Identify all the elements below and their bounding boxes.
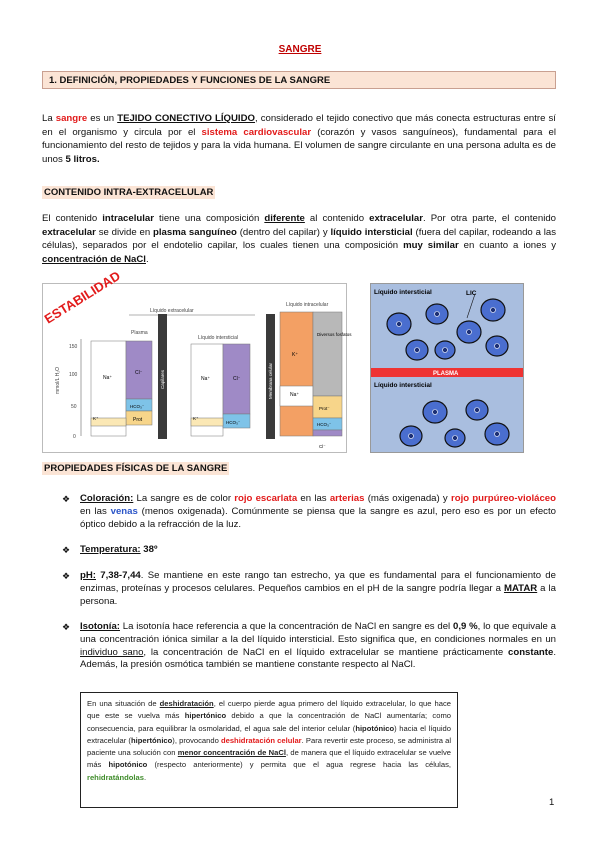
prot-label-1: Prot	[133, 417, 143, 423]
k-label-1: K⁺	[93, 416, 99, 421]
page-number: 1	[549, 797, 555, 808]
liquido-intersticial-bottom-label: Líquido intersticial	[374, 382, 432, 389]
cl-label-2: Cl⁻	[233, 376, 241, 382]
bullet-coloracion: Coloración: La sangre es de color rojo escarlata en las arterias (más oxigenada) y rojo purpúreo-violáceo en las venas (menos oxigenada). Comúnmente se piensa que la sangre es azul, pero eso es por un efecto óptico debido a la refracción de la luz.	[80, 493, 557, 530]
cl-label-1: Cl⁻	[135, 370, 143, 376]
y-tick-0: 0	[73, 434, 76, 440]
plasma-band-label: PLASMA	[433, 371, 459, 377]
section-heading-definicion: 1. DEFINICIÓN, PROPIEDADES Y FUNCIONES DE LA SANGRE	[42, 71, 556, 89]
bullet-isotonia: Isotonía: La isotonía hace referencia a que la concentración de NaCl en sangre es del 0,9 %, lo que equivale a una concentración iónica similar a la del líquido intersticial. Esto significa que, en condiciones normales en un individuo sano, la concentración de NaCl en el líquido extracelular se mantiene prácticamente constante. Además, la presión osmótica también se mantiene constante respecto al NaCl.	[80, 621, 556, 671]
y-tick-100: 100	[69, 372, 78, 378]
na-label-3: Na⁺	[290, 392, 300, 398]
page-title: SANGRE	[278, 44, 322, 55]
k-label-2: K⁺	[193, 416, 199, 421]
label-intracelular: Líquido intracelular	[286, 302, 329, 308]
label-extracelular: Líquido extracelular	[150, 308, 194, 314]
bullet-temperatura: Temperatura: 38º	[80, 544, 158, 555]
na-label-2: Na⁺	[201, 376, 211, 382]
cl-label-3: Cl⁻	[319, 444, 326, 449]
hco3-label-1: HCO₃⁻	[130, 404, 145, 409]
section-heading-contenido: CONTENIDO INTRA-EXTRACELULAR	[44, 187, 214, 198]
capilares-label: Capilares	[160, 369, 165, 389]
cells-plasma-figure	[370, 283, 524, 453]
bullet-diamond-icon: ❖	[62, 545, 71, 555]
bullet-diamond-icon: ❖	[62, 494, 71, 504]
lic-label: LIC	[466, 290, 477, 297]
paragraph-definicion: La sangre es un TEJIDO CONECTIVO LÍQUIDO, considerado el tejido conectivo que más conecta estructuras entre sí en el organismo y circula por el sistema cardiovascular (corazón y vasos sanguíneos), fundamental para el funcionamiento del resto de tejidos y para la vida humana. El volumen de sangre circulante en una persona adulta es de unos 5 litros.	[42, 113, 556, 165]
label-intersticial-fig: Líquido intersticial	[198, 335, 239, 341]
bullet-diamond-icon: ❖	[62, 571, 71, 581]
y-tick-150: 150	[69, 344, 78, 350]
bullet-ph: pH: 7,38-7,44. Se mantiene en este rango tan estrecho, ya que es fundamental para el funcionamiento de enzimas, proteínas y procesos celulares. Pequeños cambios en el pH de la sangre podría llegar a MATAR a la persona.	[80, 570, 556, 607]
hco3-label-3: HCO₃⁻	[317, 422, 332, 427]
ionic-composition-figure	[41, 268, 352, 453]
paragraph-contenido: El contenido intracelular tiene una composición diferente al contenido extracelular. Por otra parte, el contenido extracelular se divide en plasma sanguíneo (dentro del capilar) y líquido intersticial (fuera del capilar, rodeando a las células), separados por el endotelio capilar, los cuales tienen una composición muy similar en cuanto a iones y concentración de NaCl.	[42, 213, 557, 265]
prot-label-3: Prot⁻	[319, 406, 330, 411]
liquido-intersticial-top-label: Líquido intersticial	[374, 289, 432, 296]
section-heading-propiedades: PROPIEDADES FÍSICAS DE LA SANGRE	[44, 463, 228, 474]
y-axis-label: mmol/L H₂O	[55, 366, 61, 394]
membrana-label: Membrana celular	[268, 362, 273, 399]
hco3-label-2: HCO₃⁻	[226, 420, 241, 425]
dehydration-note-box: En una situación de deshidratación, el cuerpo pierde agua primero del líquido extracelular, lo que hace que este se vuelva más hipertónico debido a que la concentración de NaCl aumentaría; como consecuencia, para equilibrar la osmolaridad, el agua sale del interior celular (hipotónico) hacia el líquido extracelular (hipertónico), provocando deshidratación celular. Para revertir este proceso, se administra al paciente una solución con menor concentración de NaCl, de manera que el líquido extracelular se vuelve más hipotónico (respecto anteriormente) y permita que el agua regrese hacia las células, rehidratándolas.	[80, 692, 458, 808]
label-plasma-fig: Plasma	[131, 330, 148, 336]
diversos-label: Diversos fosfatos	[317, 332, 352, 337]
bullet-diamond-icon: ❖	[62, 622, 71, 632]
na-label-1: Na⁺	[103, 375, 113, 381]
stability-stamp: ESTABILIDAD	[41, 268, 123, 327]
y-tick-50: 50	[71, 404, 77, 410]
k-label-3: K⁺	[292, 352, 298, 358]
